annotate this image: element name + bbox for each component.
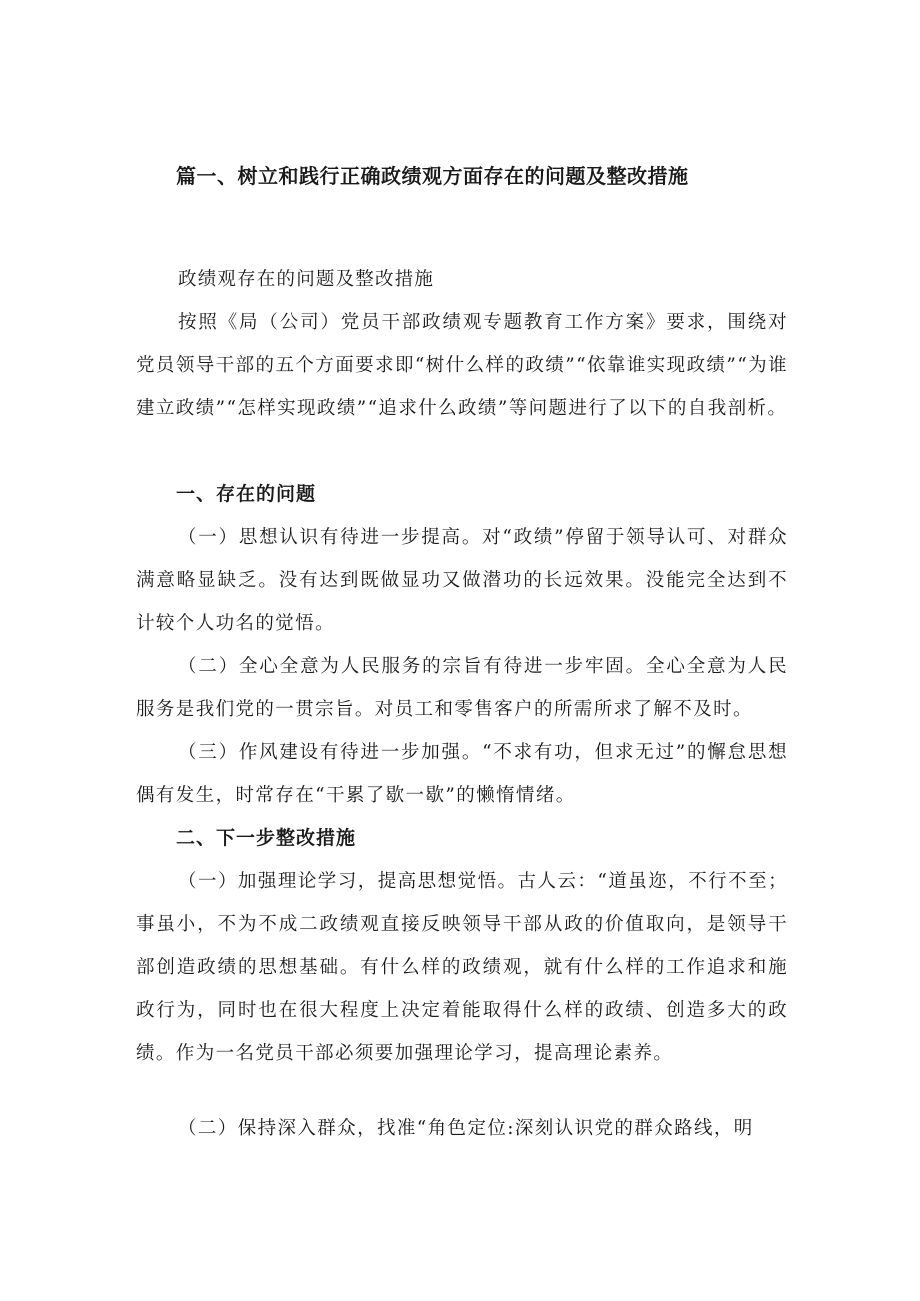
section-heading-problems: 一、存在的问题 xyxy=(176,483,317,505)
section-heading-measures: 二、下一步整改措施 xyxy=(176,827,357,849)
measure-item-1: （一）加强理论学习，提高思想觉悟。古人云：“道虽迩，不行不至；事虽小，不为不成二政绩观直接反映领导干部从政的价值取向，是领导干部创造政绩的思想基础。有什么样的政绩观，就有什么样的工作追求和施政行为，同时也在很大程度上决定着能取得什么样的政绩、创造多大的政绩。作为一名党员干部必须要加强理论学习，提高理论素养。 xyxy=(136,871,788,1064)
measure-item-2: （二）保持深入群众，找准“角色定位:深刻认识党的群众路线，明 xyxy=(178,1118,754,1139)
problem-item-1: （一）思想认识有待进一步提高。对“政绩”停留于领导认可、对群众满意略显缺乏。没有达到既做显功又做潜功的长远效果。没能完全达到不计较个人功名的觉悟。 xyxy=(136,527,788,634)
problem-item-2: （二）全心全意为人民服务的宗旨有待进一步牢固。全心全意为人民服务是我们党的一贯宗旨。对员工和零售客户的所需所求了解不及时。 xyxy=(136,656,788,720)
document-title: 篇一、树立和践行正确政绩观方面存在的问题及整改措施 xyxy=(176,164,689,188)
intro-paragraph: 按照《局（公司）党员干部政绩观专题教育工作方案》要求，围绕对党员领导干部的五个方面要求即“树什么样的政绩”“依靠谁实现政绩”“为谁建立政绩”“怎样实现政绩”“追求什么政绩”等问题进行了以下的自我剖析。 xyxy=(136,312,788,419)
document-subtitle: 政绩观存在的问题及整改措施 xyxy=(178,269,435,290)
problem-item-3: （三）作风建设有待进一步加强。“不求有功，但求无过”的懈怠思想偶有发生，时常存在“干累了歇一歇”的懒惰情绪。 xyxy=(136,742,788,806)
